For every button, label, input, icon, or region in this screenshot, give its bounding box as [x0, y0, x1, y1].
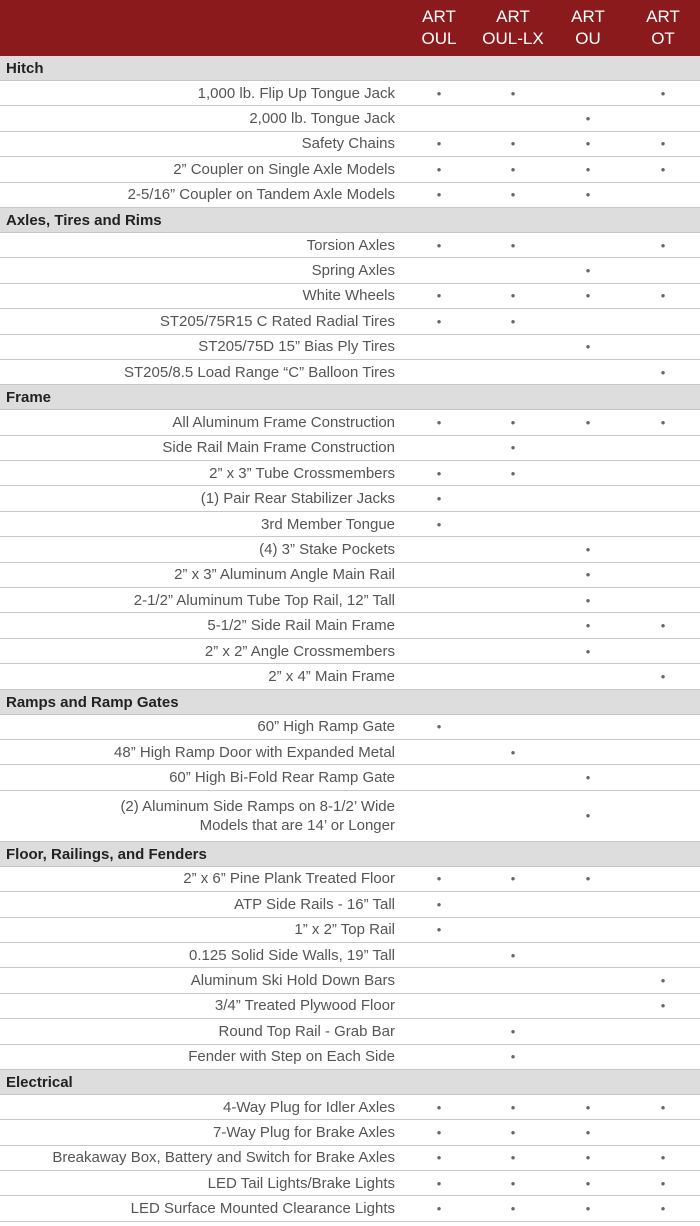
availability-dot: •	[585, 111, 591, 127]
table-row	[0, 1171, 700, 1196]
availability-dot	[626, 309, 700, 333]
table-row	[0, 81, 700, 106]
table-row	[0, 1045, 700, 1070]
availability-dot: •	[585, 414, 591, 430]
availability-dot: •	[510, 1049, 516, 1065]
availability-dot	[551, 664, 625, 688]
availability-dot: •	[585, 643, 591, 659]
availability-dot	[476, 613, 550, 637]
availability-dot: •	[585, 770, 591, 786]
availability-dot	[402, 588, 476, 612]
availability-dot: •	[585, 339, 591, 355]
availability-dot: •	[585, 263, 591, 279]
availability-dot	[626, 892, 700, 916]
availability-dot	[402, 613, 476, 637]
feature-label: 1” x 2” Top Rail	[294, 921, 395, 939]
availability-dot	[626, 1120, 700, 1144]
availability-dot: •	[510, 85, 516, 101]
column-header-art-ot	[626, 6, 700, 50]
availability-dot: •	[436, 465, 442, 481]
table-row	[0, 512, 700, 537]
table-row	[0, 563, 700, 588]
availability-dot	[402, 994, 476, 1018]
table-row	[0, 537, 700, 562]
availability-dot: •	[510, 161, 516, 177]
availability-dot: •	[510, 1099, 516, 1115]
availability-dot	[402, 664, 476, 688]
availability-dot: •	[510, 288, 516, 304]
availability-dot	[551, 715, 625, 739]
availability-dot: •	[585, 592, 591, 608]
table-row	[0, 715, 700, 740]
availability-dot	[626, 715, 700, 739]
column-header-line2: OUL-LX	[482, 29, 544, 48]
feature-label: 2-5/16” Coupler on Tandem Axle Models	[127, 186, 395, 204]
availability-dot: •	[436, 1099, 442, 1115]
column-header-line1: ART	[646, 7, 680, 26]
availability-dot	[402, 563, 476, 587]
availability-dot	[402, 765, 476, 789]
availability-dot: •	[660, 161, 666, 177]
feature-label: Spring Axles	[311, 262, 395, 280]
feature-label: 2” x 3” Tube Crossmembers	[209, 464, 395, 482]
availability-dot	[476, 106, 550, 130]
table-row	[0, 994, 700, 1019]
availability-dot	[476, 918, 550, 942]
availability-dot: •	[660, 1099, 666, 1115]
availability-dot: •	[436, 161, 442, 177]
availability-dot: •	[585, 1150, 591, 1166]
availability-dot: •	[585, 288, 591, 304]
availability-dot: •	[510, 465, 516, 481]
availability-dot	[551, 943, 625, 967]
availability-dot: •	[585, 871, 591, 887]
availability-dot: •	[510, 1124, 516, 1140]
availability-dot	[402, 258, 476, 282]
table-row	[0, 588, 700, 613]
table-row	[0, 461, 700, 486]
availability-dot	[551, 461, 625, 485]
column-header-line1: ART	[422, 7, 456, 26]
feature-label: Breakaway Box, Battery and Switch for Brake Axles	[52, 1149, 395, 1167]
table-row	[0, 892, 700, 917]
feature-label: 2” x 6” Pine Plank Treated Floor	[183, 870, 395, 888]
feature-label: 1,000 lb. Flip Up Tongue Jack	[197, 84, 395, 102]
availability-dot: •	[660, 85, 666, 101]
availability-dot: •	[660, 1150, 666, 1166]
column-header-line1: ART	[571, 7, 605, 26]
availability-dot	[551, 512, 625, 536]
feature-label: 2,000 lb. Tongue Jack	[249, 110, 395, 128]
availability-dot: •	[436, 1201, 442, 1217]
table-row	[0, 1120, 700, 1145]
feature-label: 60” High Bi-Fold Rear Ramp Gate	[169, 769, 395, 787]
feature-label: 4-Way Plug for Idler Axles	[222, 1098, 395, 1116]
availability-dot	[626, 765, 700, 789]
availability-dot	[551, 436, 625, 460]
availability-dot: •	[436, 871, 442, 887]
availability-dot	[626, 486, 700, 510]
availability-dot	[551, 1019, 625, 1043]
table-row	[0, 943, 700, 968]
feature-label: Round Top Rail - Grab Bar	[218, 1022, 395, 1040]
availability-dot	[626, 740, 700, 764]
availability-dot: •	[510, 414, 516, 430]
feature-label: 3rd Member Tongue	[261, 515, 395, 533]
availability-dot: •	[510, 313, 516, 329]
availability-dot	[551, 740, 625, 764]
feature-label: 2” Coupler on Single Axle Models	[173, 160, 395, 178]
section-heading: Frame	[0, 385, 700, 410]
availability-dot: •	[436, 288, 442, 304]
availability-dot	[402, 360, 476, 384]
feature-label: LED Surface Mounted Clearance Lights	[130, 1200, 395, 1218]
availability-dot: •	[436, 896, 442, 912]
availability-dot: •	[585, 567, 591, 583]
feature-label: ATP Side Rails - 16” Tall	[234, 895, 395, 913]
availability-dot	[551, 233, 625, 257]
feature-label	[120, 791, 395, 841]
availability-dot	[476, 335, 550, 359]
availability-dot	[402, 1019, 476, 1043]
section-heading: Floor, Railings, and Fenders	[0, 842, 700, 867]
availability-dot: •	[510, 237, 516, 253]
availability-dot: •	[436, 85, 442, 101]
feature-label: 60” High Ramp Gate	[257, 718, 395, 736]
availability-dot: •	[660, 288, 666, 304]
availability-dot	[551, 968, 625, 992]
availability-dot	[551, 994, 625, 1018]
feature-label: Safety Chains	[301, 135, 395, 153]
availability-dot	[551, 918, 625, 942]
table-header	[0, 0, 700, 56]
availability-dot	[476, 892, 550, 916]
availability-dot: •	[436, 414, 442, 430]
availability-dot	[476, 486, 550, 510]
availability-dot: •	[510, 136, 516, 152]
table-row	[0, 132, 700, 157]
availability-dot	[476, 791, 550, 841]
availability-dot: •	[510, 947, 516, 963]
table-row	[0, 335, 700, 360]
availability-dot: •	[436, 313, 442, 329]
table-row	[0, 284, 700, 309]
table-row	[0, 436, 700, 461]
availability-dot: •	[436, 922, 442, 938]
feature-label: 2” x 3” Aluminum Angle Main Rail	[174, 566, 395, 584]
availability-dot	[626, 639, 700, 663]
availability-dot: •	[510, 1201, 516, 1217]
availability-dot: •	[436, 1175, 442, 1191]
table-row	[0, 258, 700, 283]
table-row	[0, 791, 700, 842]
table-row	[0, 1146, 700, 1171]
availability-dot: •	[660, 998, 666, 1014]
availability-dot	[402, 791, 476, 841]
availability-dot	[626, 791, 700, 841]
feature-label: All Aluminum Frame Construction	[172, 413, 395, 431]
availability-dot: •	[436, 719, 442, 735]
availability-dot	[626, 537, 700, 561]
availability-dot: •	[585, 541, 591, 557]
availability-dot	[626, 588, 700, 612]
availability-dot	[626, 918, 700, 942]
availability-dot: •	[436, 1150, 442, 1166]
availability-dot: •	[585, 187, 591, 203]
feature-label: ST205/8.5 Load Range “C” Balloon Tires	[124, 363, 395, 381]
feature-label: 48” High Ramp Door with Expanded Metal	[114, 743, 395, 761]
availability-dot: •	[436, 237, 442, 253]
feature-label: Torsion Axles	[306, 236, 395, 254]
availability-dot	[402, 968, 476, 992]
table-row	[0, 360, 700, 385]
availability-dot: •	[585, 808, 591, 824]
availability-dot	[551, 360, 625, 384]
table-row	[0, 765, 700, 790]
availability-dot	[626, 563, 700, 587]
feature-label: 2” x 2” Angle Crossmembers	[204, 642, 395, 660]
availability-dot	[476, 588, 550, 612]
availability-dot	[626, 258, 700, 282]
availability-dot: •	[660, 364, 666, 380]
availability-dot	[626, 1045, 700, 1069]
table-row	[0, 968, 700, 993]
availability-dot: •	[510, 1150, 516, 1166]
table-row	[0, 309, 700, 334]
availability-dot: •	[660, 973, 666, 989]
feature-label: White Wheels	[302, 287, 395, 305]
availability-dot: •	[585, 1124, 591, 1140]
table-row	[0, 1196, 700, 1221]
availability-dot	[626, 436, 700, 460]
feature-label: 2-1/2” Aluminum Tube Top Rail, 12” Tall	[133, 591, 395, 609]
availability-dot: •	[436, 1124, 442, 1140]
feature-label: Side Rail Main Frame Construction	[162, 439, 395, 457]
table-row	[0, 664, 700, 689]
availability-dot: •	[660, 237, 666, 253]
availability-dot	[476, 563, 550, 587]
availability-dot: •	[436, 187, 442, 203]
availability-dot	[402, 1045, 476, 1069]
column-header-line2: OUL	[421, 29, 457, 48]
feature-label: 5-1/2” Side Rail Main Frame	[207, 617, 395, 635]
table-row	[0, 1095, 700, 1120]
column-header-line1: ART	[496, 7, 530, 26]
availability-dot	[476, 537, 550, 561]
table-row	[0, 740, 700, 765]
availability-dot: •	[585, 1201, 591, 1217]
availability-dot: •	[585, 1175, 591, 1191]
table-row	[0, 106, 700, 131]
availability-dot: •	[510, 744, 516, 760]
availability-dot	[551, 1045, 625, 1069]
column-header-art-oul	[402, 6, 476, 50]
availability-dot	[626, 461, 700, 485]
feature-label: 0.125 Solid Side Walls, 19” Tall	[189, 946, 395, 964]
availability-dot	[551, 81, 625, 105]
availability-dot: •	[660, 136, 666, 152]
availability-dot: •	[585, 136, 591, 152]
availability-dot: •	[510, 440, 516, 456]
availability-dot	[626, 335, 700, 359]
availability-dot: •	[510, 1175, 516, 1191]
availability-dot	[476, 765, 550, 789]
table-row	[0, 918, 700, 943]
comparison-table-body	[0, 56, 700, 1222]
availability-dot	[402, 335, 476, 359]
table-row	[0, 1019, 700, 1044]
column-header-line2: OT	[651, 29, 675, 48]
availability-dot	[476, 360, 550, 384]
availability-dot: •	[436, 516, 442, 532]
availability-dot: •	[510, 871, 516, 887]
availability-dot	[626, 183, 700, 207]
availability-dot	[402, 537, 476, 561]
availability-dot	[476, 258, 550, 282]
availability-dot	[402, 106, 476, 130]
availability-dot	[476, 994, 550, 1018]
availability-dot	[402, 740, 476, 764]
section-heading: Axles, Tires and Rims	[0, 208, 700, 233]
feature-label: LED Tail Lights/Brake Lights	[207, 1174, 395, 1192]
column-header-art-ou	[551, 6, 625, 50]
availability-dot	[476, 968, 550, 992]
availability-dot	[476, 512, 550, 536]
availability-dot: •	[660, 1201, 666, 1217]
availability-dot	[402, 639, 476, 663]
table-row	[0, 486, 700, 511]
availability-dot	[402, 436, 476, 460]
section-heading: Electrical	[0, 1070, 700, 1095]
availability-dot: •	[660, 414, 666, 430]
availability-dot: •	[660, 668, 666, 684]
column-header-art-oul-lx	[476, 6, 550, 50]
availability-dot	[626, 943, 700, 967]
availability-dot: •	[436, 491, 442, 507]
feature-label-line: Models that are 14’ or Longer	[199, 816, 395, 834]
table-row	[0, 613, 700, 638]
availability-dot	[476, 639, 550, 663]
availability-dot	[551, 486, 625, 510]
availability-dot	[626, 512, 700, 536]
feature-label-line: (2) Aluminum Side Ramps on 8-1/2’ Wide	[120, 797, 395, 815]
availability-dot	[402, 943, 476, 967]
availability-dot: •	[660, 618, 666, 634]
feature-label: 3/4” Treated Plywood Floor	[214, 997, 395, 1015]
feature-label: ST205/75D 15” Bias Ply Tires	[198, 338, 395, 356]
feature-label: 7-Way Plug for Brake Axles	[212, 1123, 395, 1141]
table-row	[0, 183, 700, 208]
availability-dot	[476, 664, 550, 688]
section-heading: Hitch	[0, 56, 700, 81]
table-row	[0, 639, 700, 664]
table-row	[0, 233, 700, 258]
availability-dot	[551, 892, 625, 916]
feature-label: Fender with Step on Each Side	[188, 1048, 395, 1066]
feature-label: 2” x 4” Main Frame	[268, 667, 395, 685]
feature-label: (1) Pair Rear Stabilizer Jacks	[200, 490, 395, 508]
table-row	[0, 410, 700, 435]
availability-dot	[626, 106, 700, 130]
column-header-line2: OU	[575, 29, 601, 48]
availability-dot	[476, 715, 550, 739]
availability-dot	[626, 867, 700, 891]
availability-dot	[551, 309, 625, 333]
availability-dot	[626, 1019, 700, 1043]
availability-dot: •	[585, 1099, 591, 1115]
table-row	[0, 867, 700, 892]
table-row	[0, 157, 700, 182]
feature-label: ST205/75R15 C Rated Radial Tires	[159, 312, 395, 330]
feature-label: (4) 3” Stake Pockets	[259, 540, 395, 558]
feature-label: Aluminum Ski Hold Down Bars	[190, 972, 395, 990]
availability-dot: •	[585, 161, 591, 177]
availability-dot: •	[510, 187, 516, 203]
availability-dot: •	[660, 1175, 666, 1191]
section-heading: Ramps and Ramp Gates	[0, 690, 700, 715]
availability-dot: •	[510, 1023, 516, 1039]
availability-dot: •	[436, 136, 442, 152]
availability-dot: •	[585, 618, 591, 634]
